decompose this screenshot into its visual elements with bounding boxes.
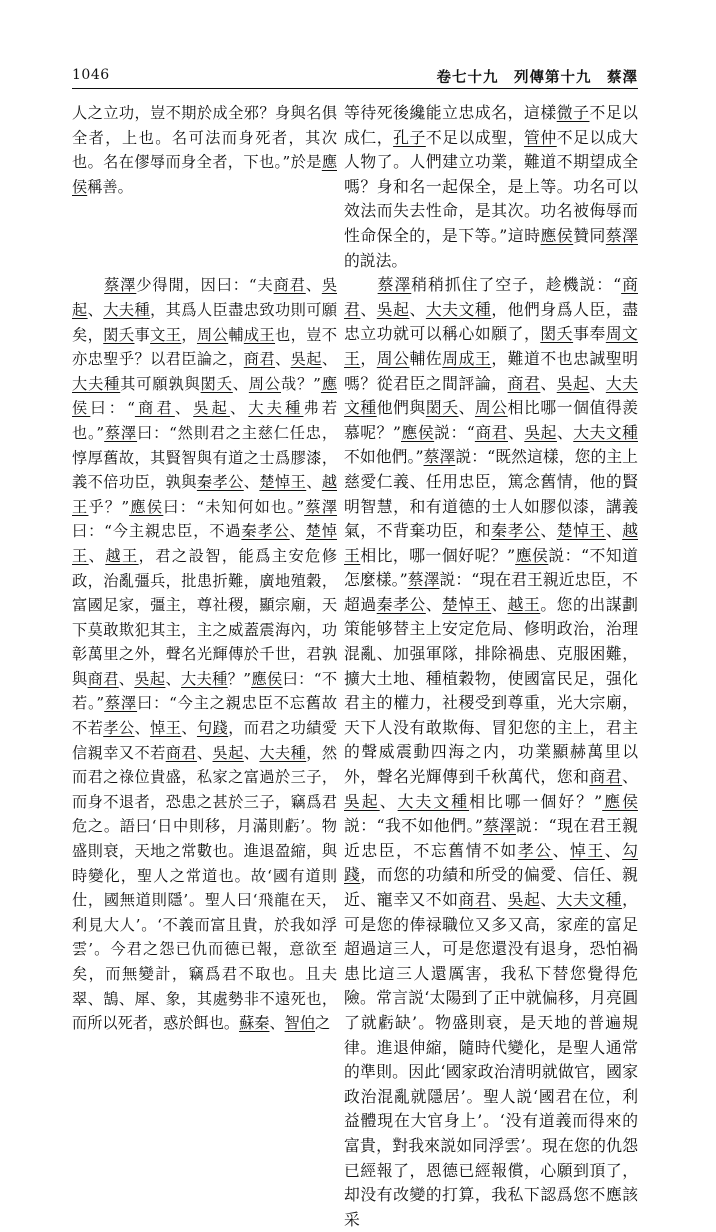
proper-name: 商君 <box>458 890 492 909</box>
text-run: 曰：“然則君之主慈仁任忠，惇厚舊故，其賢智與有道之士爲膠漆，義不倍功臣，孰與 <box>72 423 338 492</box>
proper-name: 應侯 <box>72 374 338 418</box>
proper-name: 勾踐 <box>344 840 638 885</box>
proper-name: 蔡澤 <box>104 276 137 295</box>
text-run: 乎？” <box>88 497 130 516</box>
proper-name: 蔡澤 <box>482 816 516 836</box>
proper-name: 大夫種 <box>103 300 151 319</box>
text-run: 人之立功，豈不期於成全邪？身與名俱全者，上也。名可法而身死者，其次也。名在僇辱而身全者，下也。”於是 <box>72 104 337 172</box>
classical-paragraph <box>72 101 337 199</box>
text-run: 贊同 <box>573 225 606 245</box>
text-run: 、 <box>305 276 322 295</box>
text-run: 其可願孰與 <box>120 374 201 393</box>
classical-text-column <box>72 101 337 1036</box>
text-run: 哉？” <box>281 374 321 393</box>
text-run: ，而君之功績愛信親幸又不若 <box>72 719 338 762</box>
text-run: 、 <box>605 521 623 541</box>
proper-name: 蔡澤 <box>304 497 338 516</box>
proper-name: 閎夭 <box>103 325 135 344</box>
proper-name: 越王 <box>72 473 338 516</box>
header-rule <box>72 88 638 89</box>
text-run: ，可是您的俸禄職位又多又高，家産的富足超過這三人，可是您還没有退身，恐怕禍患比這三人還厲害，我私下替您覺得危險。常言説‘太陽到了正中就偏移，月亮圓了就虧缺’。物盛則衰，是天地的普遍規律。進退伸縮，隨時代變化，是聖人通常的準則。因此‘國家政治清明就做官，國家政治混亂就隱居’。聖人説‘國君在位，利益體現在大官身上’。‘没有道義而得來的富貴，對我來説如同浮雲’。現在您的仇怨已經報了，恩德已經報償，心願到頂了，却没有改變的打算，我私下認爲您不應該采 <box>344 890 638 1229</box>
proper-name: 成王 <box>243 325 276 344</box>
proper-name: 商君 <box>273 276 306 295</box>
proper-name: 吳起 <box>507 890 541 909</box>
text-run: 説：“既然這樣，您的主上慈愛仁義、任用忠臣，篤念舊情，他的賢明智慧，和有道德的士人如膠似漆，講義氣，不背棄功臣，和 <box>344 447 638 541</box>
proper-name: 大夫種 <box>72 374 121 393</box>
proper-name: 大夫種 <box>248 399 304 418</box>
text-run: 、 <box>540 521 557 541</box>
proper-name: 應侯 <box>540 225 574 245</box>
text-run: 等待死後纔能立忠成名，這樣 <box>344 103 557 122</box>
proper-name: 吳起 <box>290 350 322 369</box>
text-run: 也，豈不亦忠聖乎？以君臣論之， <box>72 325 338 369</box>
text-run: 相比哪一個值得羨慕呢？” <box>344 398 638 442</box>
proper-name: 孝公 <box>517 840 553 860</box>
text-run: 他們與 <box>376 398 426 418</box>
text-run: 之 <box>315 1014 331 1033</box>
proper-name: 蔡澤 <box>423 447 456 467</box>
proper-name: 孔子 <box>393 127 426 147</box>
text-run: ，而您的功績和所受的偏愛、信任、親近、寵幸又不如 <box>344 865 638 909</box>
proper-name: 吳起 <box>212 743 244 762</box>
proper-name: 大夫文種 <box>556 890 623 909</box>
proper-name: 周公 <box>474 398 508 418</box>
proper-name: 周公 <box>248 374 282 393</box>
text-run: 事 <box>134 325 151 344</box>
text-run: 、 <box>379 791 398 811</box>
proper-name: 蔡澤 <box>407 570 440 590</box>
proper-name: 秦孝公 <box>196 473 244 492</box>
proper-name: 越王 <box>344 521 638 565</box>
proper-name: 應侯 <box>129 497 164 516</box>
text-run: 相比哪一個好？” <box>469 791 603 811</box>
text-run: ？” <box>227 669 252 688</box>
text-run: ，他們身爲人臣，盡忠立功就可以稱心如願了， <box>344 299 638 344</box>
proper-name: 蔡澤 <box>377 275 412 295</box>
proper-name: 孝公 <box>103 719 135 738</box>
text-run: 、 <box>360 299 377 319</box>
text-run: 的説法。 <box>344 250 408 270</box>
page-header <box>72 63 638 85</box>
proper-name: 吳起 <box>72 276 338 319</box>
text-run: 、 <box>165 669 182 688</box>
text-run: 曰：“ <box>90 399 135 418</box>
proper-name: 大夫種 <box>181 669 228 688</box>
proper-name: 秦孝公 <box>241 522 290 541</box>
proper-name: 文王 <box>150 325 182 344</box>
translation-text-column <box>344 101 638 1232</box>
text-run: 事奉 <box>573 324 606 344</box>
proper-name: 應侯 <box>251 669 283 688</box>
translation-paragraph <box>344 101 638 273</box>
text-run: 、 <box>134 719 151 738</box>
text-run: 相比，哪一個好呢？” <box>360 545 516 565</box>
proper-name: 智伯 <box>284 1014 315 1033</box>
text-run: 説：“ <box>434 422 475 442</box>
proper-name: 應侯 <box>515 545 549 565</box>
proper-name: 秦孝公 <box>376 594 426 614</box>
proper-name: 吳起 <box>344 791 380 811</box>
text-run: 、 <box>540 890 557 909</box>
text-run: 、 <box>425 594 443 614</box>
text-run: 、 <box>306 473 322 492</box>
text-run: 稍稍抓住了空子，趁機説：“ <box>411 275 622 295</box>
classical-paragraph <box>72 273 337 1035</box>
text-run: 、 <box>88 546 106 565</box>
text-run: 説：“現在君王親近忠臣，不忘舊情不如 <box>344 816 638 860</box>
text-run: 説：“現在君王親近忠臣，不超過 <box>344 570 638 614</box>
proper-name: 商君 <box>474 422 508 442</box>
text-run: ，其爲人臣盡忠致功則可願矣， <box>72 300 338 344</box>
text-run: 不足以成聖， <box>425 127 524 147</box>
proper-name: 吳起 <box>524 422 557 442</box>
text-run: 、 <box>174 399 194 418</box>
proper-name: 周公 <box>196 325 229 344</box>
text-run: 不足以成大人物了。人們建立功業，難道不期望成全嗎？身和名一起保全，是上等。功名可以效法而失去性命，是其次。功名被侮辱而性命保全的，是下等。”這時 <box>344 127 638 245</box>
proper-name: 周文王 <box>344 324 638 368</box>
text-run: 少得閒，因曰：“夫 <box>136 276 274 295</box>
text-run: 、 <box>409 299 426 319</box>
proper-name: 閎夭 <box>540 324 574 344</box>
proper-name: 商君 <box>344 275 638 319</box>
text-run: 弗若也。” <box>72 399 338 442</box>
text-run: 、 <box>269 1014 285 1033</box>
text-run: 、 <box>508 422 525 442</box>
text-run: 、 <box>232 374 249 393</box>
text-run: 、 <box>604 840 623 860</box>
text-run: 説：“我不如他們。” <box>344 816 483 836</box>
proper-name: 秦孝公 <box>491 521 541 541</box>
proper-name: 楚悼王 <box>72 522 338 565</box>
proper-name: 微子 <box>556 103 590 122</box>
proper-name: 商君 <box>243 350 275 369</box>
proper-name: 應侯 <box>602 791 638 811</box>
proper-name: 越王 <box>105 546 139 565</box>
text-run: 、 <box>540 373 557 393</box>
text-run: 曰：“不若。” <box>72 669 338 713</box>
text-run: 曰：“今主之親忠臣不忘舊故不若 <box>72 694 338 738</box>
proper-name: 應侯 <box>72 153 337 196</box>
proper-name: 周成王 <box>442 348 492 368</box>
text-run: ，然而君之祿位貴盛，私家之富過於三子，而身不退者，恐患之甚於三子，竊爲君危之。語曰‘日中則移，月滿則虧’。物盛則衰，天地之常數也。進退盈縮，與時變化，聖人之常道也。故‘國有道則仕，國無道則隱’。聖人曰‘飛龍在天，利見大人’。‘不義而富且貴，於我如浮雲’。今君之怨已仇而德已報，意欲至矣，而無變計，竊爲君不取也。且夫翠、鵠、犀、象，其處勢非不遠死也，而所以死者，惑於餌也。 <box>72 743 338 1033</box>
proper-name: 商君 <box>507 373 541 393</box>
text-run: 説：“不知道怎麼樣。” <box>344 545 638 590</box>
text-run: 不足以成仁， <box>344 103 638 147</box>
translation-paragraph <box>344 273 638 1232</box>
proper-name: 閎夭 <box>425 398 459 418</box>
proper-name: 閎夭 <box>200 374 233 393</box>
proper-name: 吳起 <box>193 399 230 418</box>
proper-name: 吳起 <box>376 299 410 319</box>
proper-name: 大夫文種 <box>344 373 638 418</box>
text-run: 、 <box>556 422 574 442</box>
proper-name: 楚悼王 <box>259 473 307 492</box>
running-head: 卷七十九 列傳第十九 蔡澤 <box>436 69 638 86</box>
proper-name: 蘇秦 <box>239 1014 270 1033</box>
proper-name: 悼王 <box>569 840 605 860</box>
proper-name: 大夫文種 <box>397 791 470 811</box>
text-run: 輔佐 <box>409 348 443 368</box>
text-run: 、 <box>274 350 291 369</box>
proper-name: 句踐 <box>196 719 229 738</box>
text-run: 、 <box>181 719 197 738</box>
proper-name: 吳起 <box>556 373 590 393</box>
proper-name: 大夫種 <box>259 743 307 762</box>
proper-name: 蔡澤 <box>104 694 138 713</box>
proper-name: 蔡澤 <box>605 225 638 245</box>
proper-name: 商君 <box>134 399 175 418</box>
text-run: 稱善。 <box>87 177 133 196</box>
proper-name: 楚悼王 <box>556 521 606 541</box>
text-run: 、 <box>289 522 306 541</box>
proper-name: 管仲 <box>524 127 557 147</box>
text-run: ， <box>360 348 377 368</box>
text-run: 不如他們。” <box>344 447 424 467</box>
page-number: 1046 <box>72 67 110 83</box>
text-run: 、 <box>589 373 606 393</box>
text-run: 、 <box>552 840 570 860</box>
proper-name: 大夫文種 <box>425 299 492 319</box>
text-run: 、 <box>229 399 249 418</box>
proper-name: 商君 <box>589 767 623 787</box>
text-run: ，難道不也忠誠聖明嗎？從君臣之間評論， <box>344 348 638 393</box>
proper-name: 悼王 <box>150 719 182 738</box>
proper-name: 楚悼王 <box>442 594 492 614</box>
proper-name: 吳起 <box>134 669 166 688</box>
proper-name: 蔡澤 <box>104 423 138 442</box>
text-run: 、 <box>196 743 213 762</box>
proper-name: 大夫文種 <box>573 422 638 442</box>
text-run: 、 <box>491 890 508 909</box>
proper-name: 越王 <box>507 594 541 614</box>
text-run: 曰：“未知何如也。” <box>163 497 305 516</box>
text-run: 、 <box>458 398 475 418</box>
proper-name: 商君 <box>165 743 197 762</box>
text-run: 。您的出謀劃策能够替主上安定危局、修明政治，治理混亂、加强軍隊，排除禍患、克服困難，擴大土地、種植穀物，使國富民足，强化君主的權力，社稷受到尊重，光大宗廟，天下人没有敢欺侮、冒犯您的主上，君主的聲威震動四海之内，功業顯赫萬里以外，聲名光輝傳到千秋萬代，您和 <box>344 594 638 787</box>
text-run: 曰：“今主親忠臣，不過 <box>72 522 242 541</box>
text-run <box>72 276 104 294</box>
text-run: 、 <box>622 767 638 787</box>
text-run: 、 <box>491 594 508 614</box>
text-run: 、 <box>243 743 260 762</box>
text-run: 、 <box>87 300 104 319</box>
text-run: 、 <box>321 350 338 369</box>
text-run: ， <box>181 325 197 344</box>
proper-name: 商君 <box>87 669 119 688</box>
proper-name: 周公 <box>376 348 410 368</box>
text-run <box>344 275 378 294</box>
proper-name: 應侯 <box>401 422 435 442</box>
text-run: 、 <box>243 473 260 492</box>
text-run: 、 <box>118 669 135 688</box>
text-run: 輔 <box>228 325 244 344</box>
text-run: ，君之設智，能爲主安危修政，治亂彊兵，批患折難，廣地殖穀，富國足家，彊主，尊社稷，顯宗廟，天下莫敢欺犯其主，主之威蓋震海內，功彰萬里之外，聲名光輝傳於千世，君孰與 <box>72 546 338 688</box>
